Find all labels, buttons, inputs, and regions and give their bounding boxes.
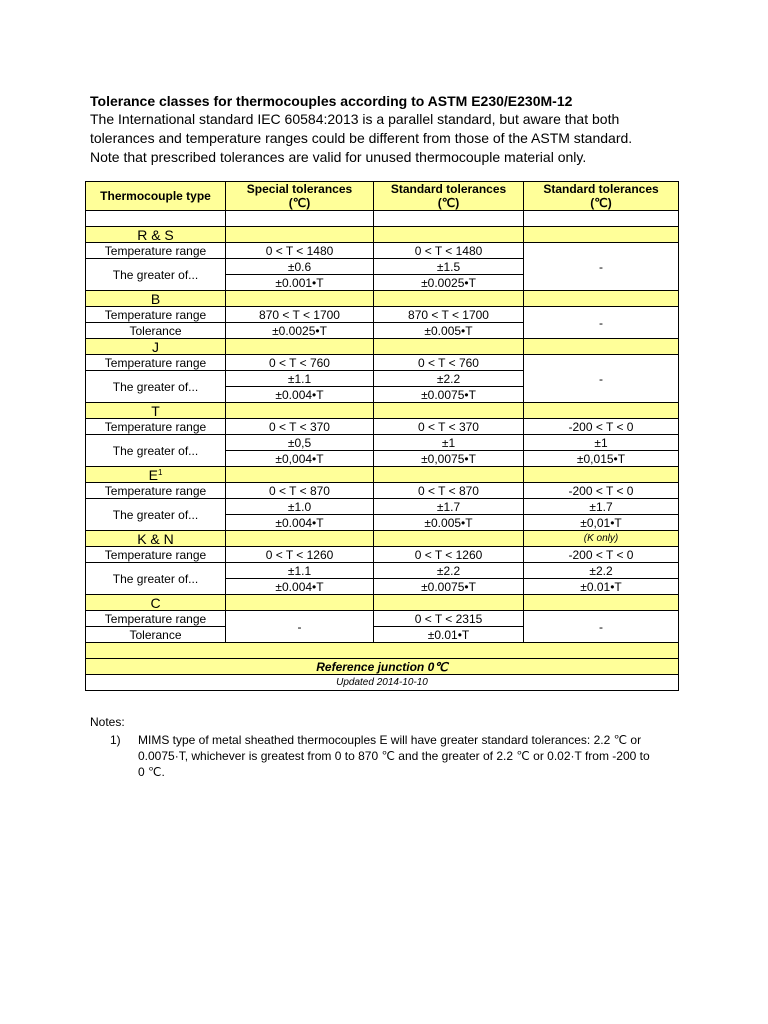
row-label: Temperature range <box>86 355 226 371</box>
row-label: The greater of... <box>86 435 226 467</box>
standard-2-range: -200 < T < 0 <box>524 419 679 435</box>
blank-cell <box>226 291 374 307</box>
standard-abs: ±1.5 <box>374 259 524 275</box>
tolerance-table <box>85 181 679 691</box>
blank-cell <box>524 403 679 419</box>
header-special-label: Special tolerances <box>246 182 353 196</box>
standard-rel: ±0.0075•T <box>374 579 524 595</box>
blank-cell <box>524 211 679 227</box>
note-line: 0.0075·T, whichever is greatest from 0 to 870 ℃ and the greater of 2.2 ℃ or 0.02·T from -200 to <box>138 749 650 763</box>
table-row <box>86 307 679 323</box>
special-range: 0 < T < 760 <box>226 355 374 371</box>
section-name-text: E <box>148 466 158 483</box>
reference-row <box>86 659 679 675</box>
header-special <box>226 182 374 211</box>
section-name: J <box>86 339 226 355</box>
standard-range: 0 < T < 2315 <box>374 611 524 627</box>
section-name: B <box>86 291 226 307</box>
row-label: Tolerance <box>86 627 226 643</box>
standard-tol: ±0.005•T <box>374 323 524 339</box>
special-value: - <box>226 611 374 643</box>
standard-2-abs: ±1 <box>524 435 679 451</box>
note-text <box>132 732 690 780</box>
special-range: 0 < T < 1260 <box>226 547 374 563</box>
standard-2-rel: ±0,01•T <box>524 515 679 531</box>
blank-cell <box>374 467 524 483</box>
blank-cell <box>86 643 679 659</box>
blank-cell <box>374 211 524 227</box>
special-abs: ±1.1 <box>226 563 374 579</box>
row-label: The greater of... <box>86 259 226 291</box>
special-rel: ±0.004•T <box>226 579 374 595</box>
standard-2-value: - <box>524 355 679 403</box>
footnote-marker: 1 <box>157 467 163 477</box>
standard-2-rel: ±0.01•T <box>524 579 679 595</box>
blank-cell <box>226 227 374 243</box>
table-row <box>86 355 679 371</box>
standard-2-rel: ±0,015•T <box>524 451 679 467</box>
standard-rel: ±0.005•T <box>374 515 524 531</box>
special-range: 0 < T < 870 <box>226 483 374 499</box>
header-standard-2-unit: (℃) <box>590 196 612 210</box>
special-abs: ±1.0 <box>226 499 374 515</box>
special-rel: ±0.004•T <box>226 387 374 403</box>
standard-rel: ±0.0075•T <box>374 387 524 403</box>
standard-2-range: -200 < T < 0 <box>524 483 679 499</box>
blank-cell <box>374 339 524 355</box>
blank-row <box>86 643 679 659</box>
updated-date: Updated 2014-10-10 <box>86 675 679 691</box>
table-header-row <box>86 182 679 211</box>
table-row <box>86 243 679 259</box>
special-rel: ±0.001•T <box>226 275 374 291</box>
row-label: Temperature range <box>86 483 226 499</box>
blank-cell <box>374 403 524 419</box>
section-name: C <box>86 595 226 611</box>
blank-cell <box>226 531 374 547</box>
standard-range: 0 < T < 370 <box>374 419 524 435</box>
section-row-b <box>86 291 679 307</box>
table-row <box>86 499 679 515</box>
standard-range: 870 < T < 1700 <box>374 307 524 323</box>
standard-abs: ±1 <box>374 435 524 451</box>
standard-tol: ±0.01•T <box>374 627 524 643</box>
row-label: Temperature range <box>86 243 226 259</box>
standard-range: 0 < T < 870 <box>374 483 524 499</box>
note-line: MIMS type of metal sheathed thermocouples E will have greater standard tolerances: 2.2 ℃ or <box>138 733 642 747</box>
header-standard-2-label: Standard tolerances <box>543 182 659 196</box>
special-abs: ±1.1 <box>226 371 374 387</box>
section-name: T <box>86 403 226 419</box>
document-title: Tolerance classes for thermocouples according to ASTM E230/E230M-12 <box>90 93 573 109</box>
notes-section <box>90 714 690 780</box>
section-row-j <box>86 339 679 355</box>
blank-cell <box>374 291 524 307</box>
reference-junction: Reference junction 0℃ <box>86 659 679 675</box>
header-type: Thermocouple type <box>86 182 226 211</box>
special-abs: ±0.6 <box>226 259 374 275</box>
spacer-row <box>86 211 679 227</box>
standard-2-value: - <box>524 307 679 339</box>
row-label: Temperature range <box>86 419 226 435</box>
table-row <box>86 547 679 563</box>
header-special-unit: (℃) <box>288 196 311 210</box>
special-rel: ±0.004•T <box>226 515 374 531</box>
note-line: 0 ℃. <box>138 765 165 779</box>
note-number: 1) <box>110 733 121 747</box>
document-header <box>90 92 690 167</box>
standard-rel: ±0,0075•T <box>374 451 524 467</box>
section-row-kn <box>86 531 679 547</box>
section-name: R & S <box>86 227 226 243</box>
blank-cell <box>524 227 679 243</box>
blank-cell <box>374 595 524 611</box>
table-row <box>86 563 679 579</box>
note-item <box>90 732 690 780</box>
header-standard-2 <box>524 182 679 211</box>
notes-heading: Notes: <box>90 715 125 729</box>
standard-range: 0 < T < 1480 <box>374 243 524 259</box>
row-label: The greater of... <box>86 499 226 531</box>
standard-2-range: -200 < T < 0 <box>524 547 679 563</box>
blank-cell <box>524 595 679 611</box>
standard-abs: ±2.2 <box>374 563 524 579</box>
blank-cell <box>524 467 679 483</box>
row-label: Temperature range <box>86 611 226 627</box>
blank-cell <box>86 211 226 227</box>
standard-2-abs: ±2.2 <box>524 563 679 579</box>
blank-cell <box>226 595 374 611</box>
blank-cell <box>524 291 679 307</box>
section-row-e <box>86 467 679 483</box>
standard-rel: ±0.0025•T <box>374 275 524 291</box>
row-label: The greater of... <box>86 371 226 403</box>
section-name: K & N <box>86 531 226 547</box>
standard-abs: ±2.2 <box>374 371 524 387</box>
standard-range: 0 < T < 1260 <box>374 547 524 563</box>
blank-cell <box>374 531 524 547</box>
special-abs: ±0,5 <box>226 435 374 451</box>
special-range: 870 < T < 1700 <box>226 307 374 323</box>
row-label: Temperature range <box>86 307 226 323</box>
updated-row <box>86 675 679 691</box>
header-standard-label: Standard tolerances <box>390 182 507 196</box>
section-row-c <box>86 595 679 611</box>
blank-cell <box>226 467 374 483</box>
standard-2-value: - <box>524 243 679 291</box>
row-label: Temperature range <box>86 547 226 563</box>
special-tol: ±0.0025•T <box>226 323 374 339</box>
standard-2-abs: ±1.7 <box>524 499 679 515</box>
table-row <box>86 419 679 435</box>
standard-abs: ±1.7 <box>374 499 524 515</box>
special-range: 0 < T < 370 <box>226 419 374 435</box>
blank-cell <box>226 403 374 419</box>
row-label: The greater of... <box>86 563 226 595</box>
intro-line: The International standard IEC 60584:2013 is a parallel standard, but aware that both <box>90 111 620 127</box>
section-row-rs <box>86 227 679 243</box>
table-row <box>86 611 679 627</box>
standard-range: 0 < T < 760 <box>374 355 524 371</box>
k-only-note: (K only) <box>524 531 679 547</box>
header-standard-unit: (℃) <box>437 196 460 210</box>
section-row-t <box>86 403 679 419</box>
blank-cell <box>226 339 374 355</box>
special-rel: ±0,004•T <box>226 451 374 467</box>
intro-line: tolerances and temperature ranges could be different from those of the ASTM standard. <box>90 130 633 146</box>
standard-2-value: - <box>524 611 679 643</box>
section-name <box>86 467 226 483</box>
blank-cell <box>226 211 374 227</box>
table-row <box>86 435 679 451</box>
special-range: 0 < T < 1480 <box>226 243 374 259</box>
blank-cell <box>524 339 679 355</box>
header-standard <box>374 182 524 211</box>
intro-line: Note that prescribed tolerances are valid for unused thermocouple material only. <box>90 149 587 165</box>
row-label: Tolerance <box>86 323 226 339</box>
table-row <box>86 483 679 499</box>
blank-cell <box>374 227 524 243</box>
